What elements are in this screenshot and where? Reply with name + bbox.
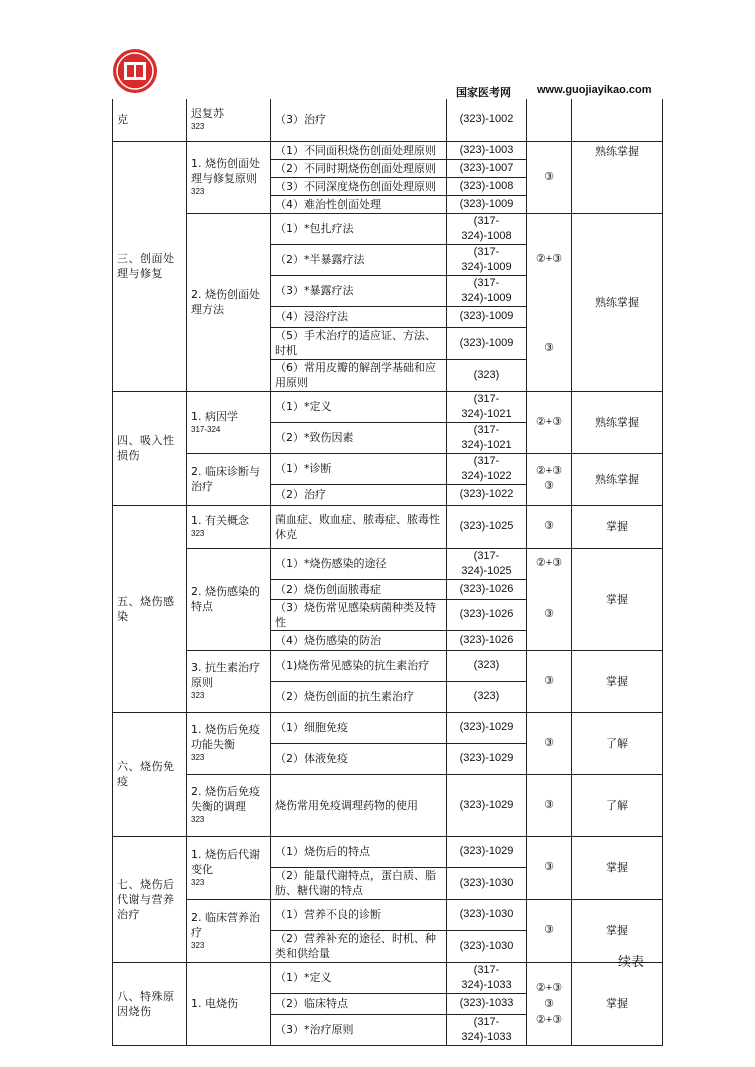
requirement-cell: 了解	[572, 712, 663, 774]
table-row	[113, 99, 663, 141]
item-cell: （1）细胞免疫	[271, 712, 447, 743]
site-logo	[112, 48, 158, 94]
unit-cell: 克	[113, 99, 187, 141]
item-cell: （1）*定义	[271, 391, 447, 422]
code-cell: (323)-1009	[447, 327, 527, 359]
site-url[interactable]: www.guojiayikao.com	[537, 84, 652, 96]
code-cell: (323)-1022	[447, 484, 527, 505]
subunit-cell: 2. 烧伤后免疫失衡的调理 323	[187, 774, 271, 836]
unit-cell: 三、创面处理与修复	[113, 141, 187, 391]
item-cell: （4）烧伤感染的防治	[271, 630, 447, 650]
level-cell: ③	[527, 774, 572, 836]
code-cell: (323)-1026	[447, 599, 527, 630]
level-cell: ②+③ ③	[527, 453, 572, 505]
code-cell: (323)-1030	[447, 930, 527, 962]
table-row	[113, 650, 663, 681]
item-cell: （3）*治疗原则	[271, 1014, 447, 1045]
requirement-cell: 掌握	[572, 836, 663, 899]
code-cell: (323)-1029	[447, 836, 527, 867]
level-cell: ③	[527, 712, 572, 774]
code-cell: (323)-1029	[447, 712, 527, 743]
code-cell: (317-324)-1025	[447, 548, 527, 579]
code-cell: (323)-1029	[447, 743, 527, 774]
code-cell: (323)-1026	[447, 579, 527, 599]
code-cell: (323)-1008	[447, 177, 527, 195]
code-cell: (323)-1009	[447, 195, 527, 213]
item-cell: （3）*暴露疗法	[271, 275, 447, 306]
code-cell: (323)-1030	[447, 899, 527, 930]
code-cell: (317-324)-1033	[447, 1014, 527, 1045]
code-cell: (317-324)-1033	[447, 962, 527, 993]
code-cell: (317-324)-1021	[447, 422, 527, 453]
item-cell: （5）手术治疗的适应证、方法、时机	[271, 327, 447, 359]
code-cell: (317-324)-1009	[447, 275, 527, 306]
subunit-cell: 1. 烧伤后免疫功能失衡 323	[187, 712, 271, 774]
table-row	[113, 213, 663, 244]
unit-cell: 八、特殊原因烧伤	[113, 962, 187, 1045]
code-cell: (317-324)-1021	[447, 391, 527, 422]
level-cell: ③	[527, 505, 572, 548]
code-cell: (323)-1026	[447, 630, 527, 650]
level-cell: ③	[527, 836, 572, 899]
code-cell: (323)	[447, 681, 527, 712]
requirement-cell: 掌握	[572, 548, 663, 650]
level-cell: ②+③	[527, 213, 572, 306]
level-cell: ③	[527, 306, 572, 391]
level-cell: ②+③	[527, 391, 572, 453]
item-cell: （1）*烧伤感染的途径	[271, 548, 447, 579]
continued-label: 续表	[618, 955, 645, 970]
subunit-cell: 1. 烧伤创面处理与修复原则 323	[187, 141, 271, 213]
site-name: 国家医考网	[456, 86, 511, 99]
requirement-cell: 熟练掌握	[572, 213, 663, 391]
requirement-cell: 掌握	[572, 962, 663, 1045]
code-cell: (323)-1007	[447, 159, 527, 177]
item-cell: （1）*定义	[271, 962, 447, 993]
unit-cell: 四、吸入性损伤	[113, 391, 187, 505]
item-cell: （3）烧伤常见感染病菌种类及特性	[271, 599, 447, 630]
requirement-cell: 掌握	[572, 899, 663, 962]
code-cell: (323)-1025	[447, 505, 527, 548]
item-cell: （1)烧伤常见感染的抗生素治疗	[271, 650, 447, 681]
subunit-cell: 2. 临床诊断与治疗	[187, 453, 271, 505]
code-cell: (323)-1009	[447, 306, 527, 327]
level-cell: ③	[527, 650, 572, 712]
subunit-cell: 1. 烧伤后代谢变化 323	[187, 836, 271, 899]
item-cell: （2）体液免疫	[271, 743, 447, 774]
item-cell: （2）烧伤创面的抗生素治疗	[271, 681, 447, 712]
item-cell: 烧伤常用免疫调理药物的使用	[271, 774, 447, 836]
subunit-cell: 迟复苏 323	[187, 99, 271, 141]
code-cell: (317-324)-1008	[447, 213, 527, 244]
level-cell: ③	[527, 579, 572, 650]
item-cell: （1）*诊断	[271, 453, 447, 484]
item-cell: （2）不同时期烧伤创面处理原则	[271, 159, 447, 177]
item-cell: （2）临床特点	[271, 993, 447, 1014]
requirement-cell: 熟练掌握	[572, 141, 663, 213]
table-row	[113, 712, 663, 743]
table-row	[113, 141, 663, 159]
table-row	[113, 962, 663, 993]
code-cell: (323)-1029	[447, 774, 527, 836]
item-cell: （4）浸浴疗法	[271, 306, 447, 327]
requirement-cell: 了解	[572, 774, 663, 836]
requirement-cell: 熟练掌握	[572, 453, 663, 505]
item-cell: （3）治疗	[271, 99, 447, 141]
item-cell: （1）*包扎疗法	[271, 213, 447, 244]
item-cell: （6）常用皮瓣的解剖学基础和应用原则	[271, 359, 447, 391]
table-row	[113, 548, 663, 579]
item-cell: （2）营养补充的途径、时机、种类和供给量	[271, 930, 447, 962]
code-cell: (323)	[447, 359, 527, 391]
unit-cell: 六、烧伤免疫	[113, 712, 187, 836]
item-cell: （2）*致伤因素	[271, 422, 447, 453]
subunit-cell: 3. 抗生素治疗原则 323	[187, 650, 271, 712]
subunit-cell: 2. 烧伤感染的特点	[187, 548, 271, 650]
table-row	[113, 453, 663, 484]
subunit-cell: 2. 临床营养治疗 323	[187, 899, 271, 962]
code-cell: (317-324)-1009	[447, 244, 527, 275]
requirement-cell: 掌握	[572, 650, 663, 712]
requirement-cell: 掌握	[572, 505, 663, 548]
code-cell: (323)-1002	[447, 99, 527, 141]
level-cell: ②+③	[527, 548, 572, 579]
unit-cell: 七、烧伤后代谢与营养治疗	[113, 836, 187, 962]
subunit-cell: 1. 病因学 317-324	[187, 391, 271, 453]
code-cell: (317-324)-1022	[447, 453, 527, 484]
item-cell: （2）烧伤创面脓毒症	[271, 579, 447, 599]
table-row	[113, 836, 663, 867]
item-cell: （1）烧伤后的特点	[271, 836, 447, 867]
subunit-cell: 1. 有关概念 323	[187, 505, 271, 548]
requirement-cell: 熟练掌握	[572, 391, 663, 453]
unit-cell: 五、烧伤感染	[113, 505, 187, 712]
item-cell: （4）难治性创面处理	[271, 195, 447, 213]
item-cell: （2）*半暴露疗法	[271, 244, 447, 275]
code-cell: (323)	[447, 650, 527, 681]
table-row	[113, 899, 663, 930]
level-cell: ③	[527, 141, 572, 213]
item-cell: 菌血症、败血症、脓毒症、脓毒性休克	[271, 505, 447, 548]
syllabus-table	[112, 99, 663, 1046]
code-cell: (323)-1003	[447, 141, 527, 159]
level-cell: ②+③ ③ ②+③	[527, 962, 572, 1045]
item-cell: （2）能量代谢特点，蛋白质、脂肪、糖代谢的特点	[271, 867, 447, 899]
item-cell: （2）治疗	[271, 484, 447, 505]
code-cell: (323)-1030	[447, 867, 527, 899]
item-cell: （1）不同面积烧伤创面处理原则	[271, 141, 447, 159]
item-cell: （1）营养不良的诊断	[271, 899, 447, 930]
item-cell: （3）不同深度烧伤创面处理原则	[271, 177, 447, 195]
table-row	[113, 774, 663, 836]
table-row	[113, 505, 663, 548]
level-cell: ③	[527, 899, 572, 962]
subunit-cell: 1. 电烧伤	[187, 962, 271, 1045]
subunit-cell: 2. 烧伤创面处理方法	[187, 213, 271, 391]
table-row	[113, 391, 663, 422]
code-cell: (323)-1033	[447, 993, 527, 1014]
